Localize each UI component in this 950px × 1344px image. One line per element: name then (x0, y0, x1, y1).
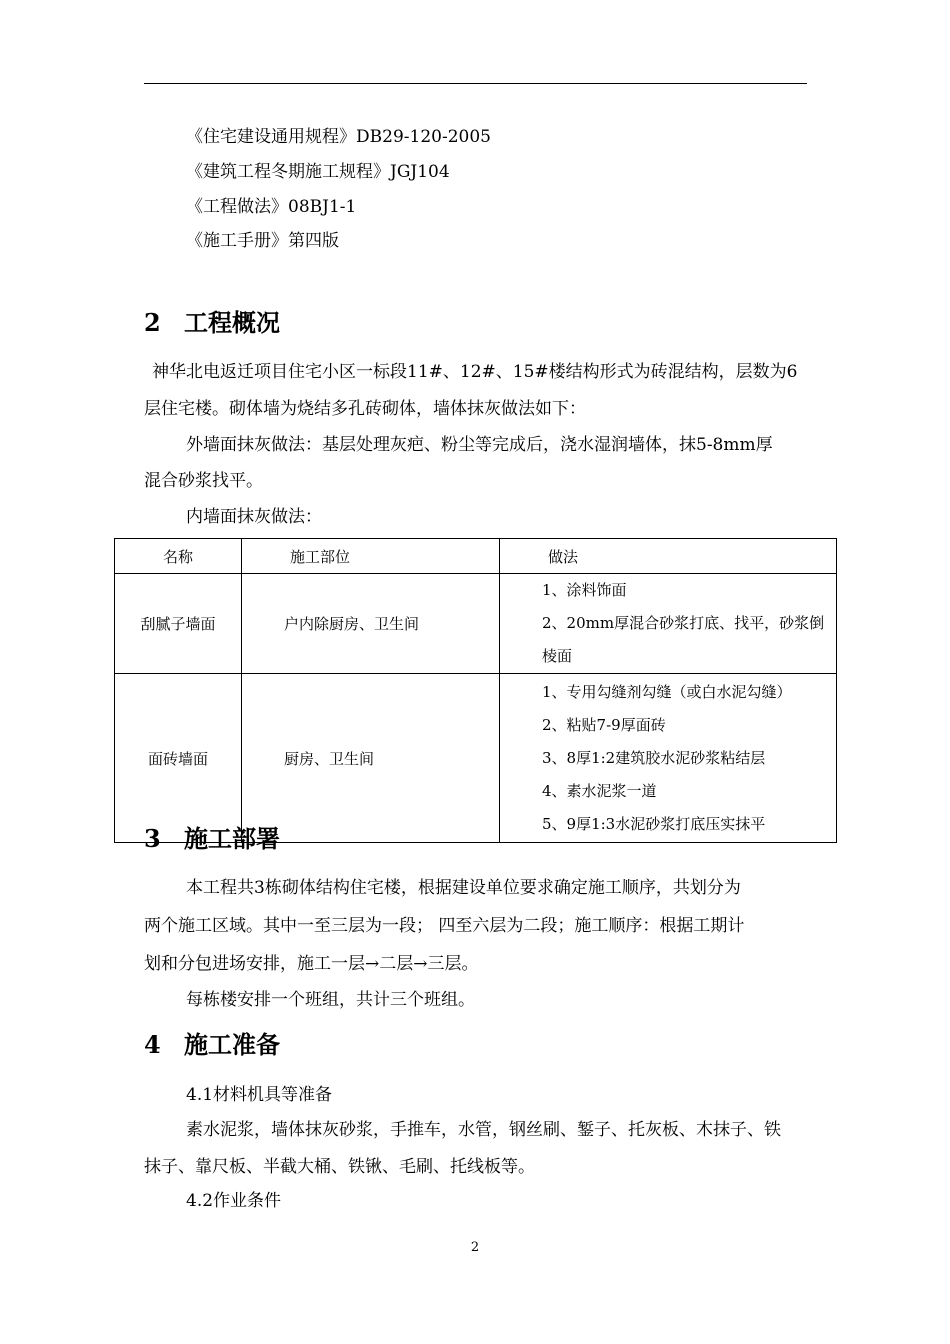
section-number: 3 (144, 824, 161, 853)
plaster-method-table (114, 538, 837, 843)
reference-item: 《工程做法》08BJ1-1 (186, 197, 357, 217)
table-cell-name: 刮腻子墙面 (115, 574, 242, 674)
section-number: 2 (144, 308, 161, 337)
section-number: 4 (144, 1030, 161, 1059)
section-title: 工程概况 (184, 308, 280, 337)
header-rule (144, 83, 807, 84)
subsection-heading: 4.1材料机具等准备 (186, 1085, 333, 1105)
table-row (115, 574, 837, 674)
paragraph-line: 素水泥浆，墙体抹灰砂浆，手推车，水管，钢丝刷、錾子、托灰板、木抹子、铁 (186, 1120, 781, 1140)
method-step: 1、专用勾缝剂勾缝（或白水泥勾缝） (542, 682, 792, 701)
table-cell-method (500, 574, 837, 674)
table-header-cell: 名称 (115, 539, 242, 574)
paragraph-line: 两个施工区域。其中一至三层为一段； 四至六层为二段；施工顺序：根据工期计 (144, 916, 745, 936)
section-heading (144, 308, 280, 338)
section-title: 施工部署 (184, 824, 280, 853)
table-cell-method (500, 674, 837, 843)
paragraph-line: 混合砂浆找平。 (144, 471, 263, 491)
table-cell-part (242, 674, 500, 843)
section-title: 施工准备 (184, 1030, 280, 1059)
table-header-cell: 施工部位 (242, 539, 500, 574)
method-step: 4、素水泥浆一道 (542, 781, 657, 800)
page-number: 2 (470, 1240, 480, 1255)
paragraph-line: 划和分包进场安排，施工一层→二层→三层。 (144, 954, 479, 974)
reference-item: 《施工手册》第四版 (186, 231, 339, 251)
table-cell-part-text: 厨房、卫生间 (284, 749, 375, 768)
table-cell-part (242, 574, 500, 674)
reference-item: 《建筑工程冬期施工规程》JGJ104 (186, 162, 450, 182)
table-cell-part-text: 户内除厨房、卫生间 (284, 615, 420, 633)
method-step: 1、涂料饰面 (542, 581, 627, 599)
paragraph-line: 层住宅楼。砌体墙为烧结多孔砖砌体，墙体抹灰做法如下： (144, 399, 586, 419)
method-step: 3、8厚1:2建筑胶水泥砂浆粘结层 (542, 748, 766, 767)
paragraph-line: 外墙面抹灰做法：基层处理灰疤、粉尘等完成后，浇水湿润墙体，抹5-8mm厚 (186, 435, 773, 455)
paragraph-line: 抹子、靠尺板、半截大桶、铁锹、毛刷、托线板等。 (144, 1157, 535, 1177)
paragraph-line: 每栋楼安排一个班组，共计三个班组。 (186, 990, 475, 1010)
table-row (115, 674, 837, 843)
method-step: 5、9厚1:3水泥砂浆打底压实抹平 (542, 814, 766, 833)
method-step: 2、20mm厚混合砂浆打底、找平，砂浆倒棱面 (542, 614, 825, 665)
method-step: 2、粘贴7-9厚面砖 (542, 715, 666, 734)
subsection-heading: 4.2作业条件 (186, 1191, 282, 1211)
section-heading (144, 1030, 280, 1060)
table-header-row (115, 539, 837, 574)
paragraph-line: 本工程共3栋砌体结构住宅楼，根据建设单位要求确定施工顺序，共划分为 (186, 878, 741, 898)
section-heading (144, 824, 280, 854)
paragraph-line: 神华北电返迁项目住宅小区一标段11#、12#、15#楼结构形式为砖混结构，层数为6 (152, 362, 798, 382)
paragraph-line: 内墙面抹灰做法： (186, 507, 322, 527)
reference-item: 《住宅建设通用规程》DB29-120-2005 (186, 127, 491, 147)
table-header-cell: 做法 (500, 539, 837, 574)
table-cell-name: 面砖墙面 (115, 674, 242, 843)
